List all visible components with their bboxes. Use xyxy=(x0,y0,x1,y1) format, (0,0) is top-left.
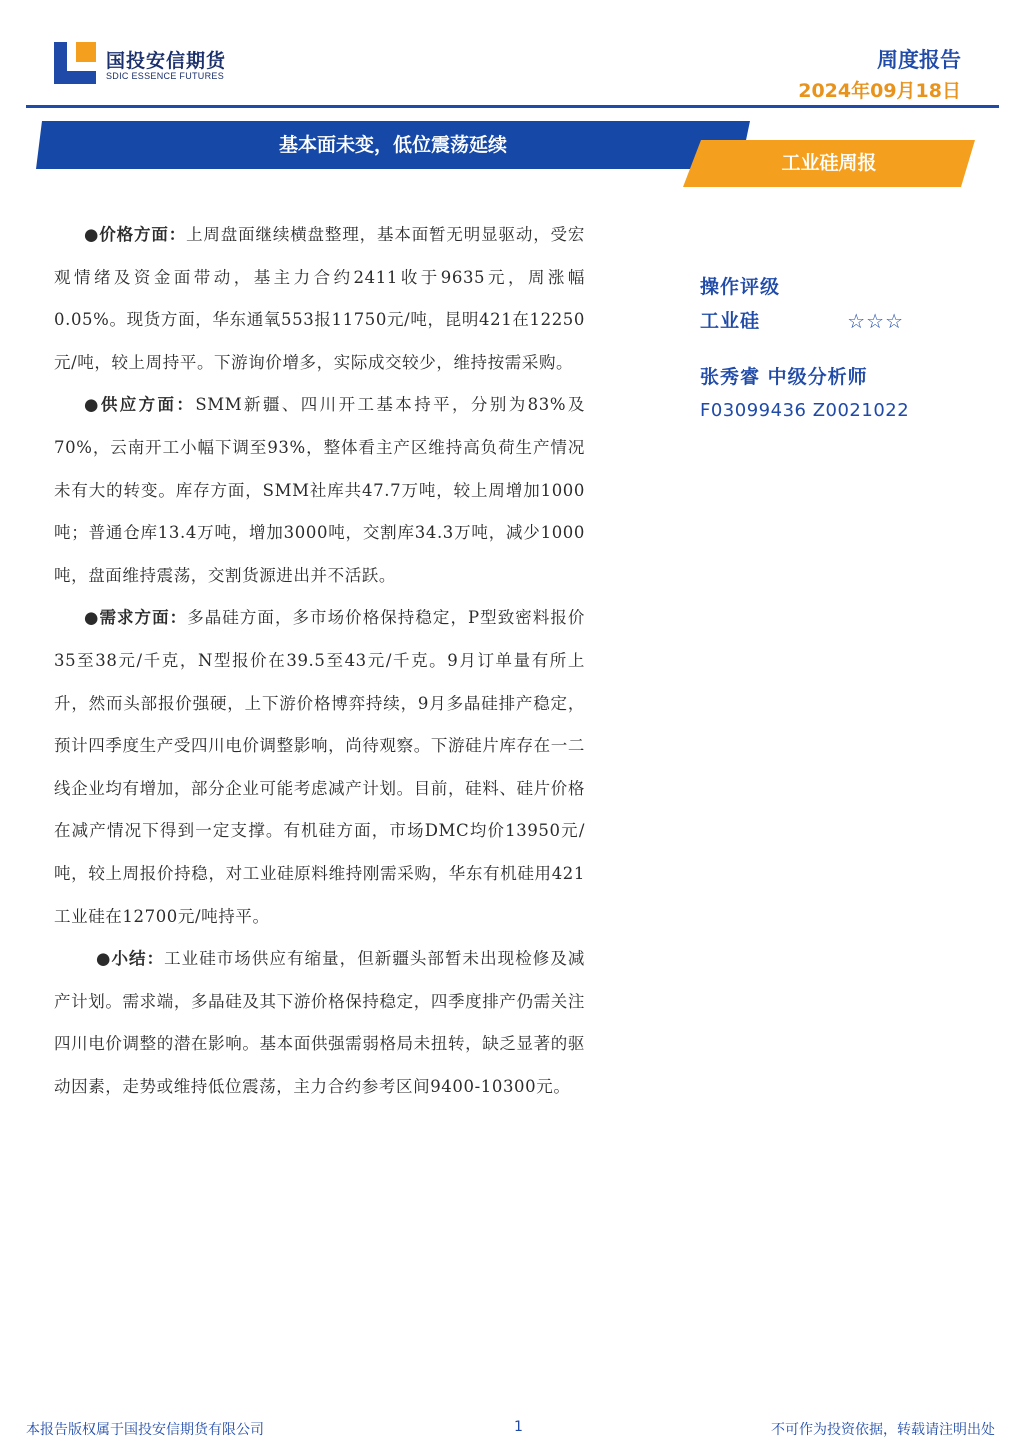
report-type: 周度报告 xyxy=(877,48,961,72)
bullet-icon: ● xyxy=(84,608,100,628)
page-number: 1 xyxy=(514,1419,523,1435)
rating-stars-icon: ☆☆☆ xyxy=(847,309,904,333)
logo-mark-icon xyxy=(54,42,96,84)
report-body xyxy=(54,214,585,1108)
bullet-icon: ● xyxy=(96,949,112,969)
footer-disclaimer: 不可作为投资依据，转载请注明出处 xyxy=(771,1422,995,1438)
section-summary xyxy=(54,938,585,1108)
logo-text-en: SDIC ESSENCE FUTURES xyxy=(106,71,225,81)
footer-copyright: 本报告版权属于国投安信期货有限公司 xyxy=(26,1422,264,1438)
section-text: 工业硅市场供应有缩量，但新疆头部暂未出现检修及减产计划。需求端，多晶硅及其下游价格保持稳定，四季度排产仍需关注四川电价调整的潜在影响。基本面供强需弱格局未扭转，缺乏显著的驱动因素，走势或维持低位震荡，主力合约参考区间9400-10300元。 xyxy=(54,949,585,1096)
bullet-icon: ● xyxy=(84,225,100,244)
rating-panel xyxy=(700,270,960,428)
section-text: 多晶硅方面，多市场价格保持稳定，P型致密料报价35至38元/千克，N型报价在39.5至43元/千克。9月订单量有所上升，然而头部报价强硬，上下游价格博弈持续，9月多晶硅排产稳定，预计四季度生产受四川电价调整影响，尚待观察。下游硅片库存在一二线企业均有增加，部分企业可能考虑减产计划。目前，硅料、硅片价格在减产情况下得到一定支撑。有机硅方面，市场DMC均价13950元/吨，较上周报价持稳，对工业硅原料维持刚需采购，华东有机硅用421工业硅在12700元/吨持平。 xyxy=(54,608,586,926)
logo-text-cn: 国投安信期货 xyxy=(106,50,227,72)
rating-row xyxy=(700,304,904,338)
company-logo xyxy=(54,42,244,88)
section-text: 上周盘面继续横盘整理，基本面暂无明显驱动，受宏观情绪及资金面带动，基主力合约2411收于9635元，周涨幅0.05%。现货方面，华东通氧553报11750元/吨，昆明421在12250元/吨，较上周持平。下游询价增多，实际成交较少，维持按需采购。 xyxy=(54,225,586,372)
section-label: 供应方面： xyxy=(100,395,196,415)
analyst-name: 张秀睿 中级分析师 xyxy=(700,366,868,388)
report-date: 2024年09月18日 xyxy=(798,80,961,102)
category-label: 工业硅周报 xyxy=(781,152,877,174)
section-supply xyxy=(54,384,585,597)
rating-title: 操作评级 xyxy=(700,276,781,298)
report-title: 基本面未变，低位震荡延续 xyxy=(278,134,507,156)
analyst-cert: F03099436 Z0021022 xyxy=(700,400,910,421)
section-label: 价格方面： xyxy=(99,225,187,244)
section-label: 需求方面： xyxy=(99,608,188,628)
bullet-icon: ● xyxy=(84,395,101,415)
section-price xyxy=(54,214,585,384)
section-demand xyxy=(54,597,585,938)
rating-product: 工业硅 xyxy=(700,310,761,332)
header-divider xyxy=(26,105,999,108)
section-label: 小结： xyxy=(111,949,165,969)
section-text: SMM新疆、四川开工基本持平，分别为83%及70%，云南开工小幅下调至93%，整体看主产区维持高负荷生产情况未有大的转变。库存方面，SMM社库共47.7万吨，较上周增加1000吨；普通仓库13.4万吨，增加3000吨，交割库34.3万吨，减少1000吨，盘面维持震荡，交割货源进出并不活跃。 xyxy=(54,395,586,585)
